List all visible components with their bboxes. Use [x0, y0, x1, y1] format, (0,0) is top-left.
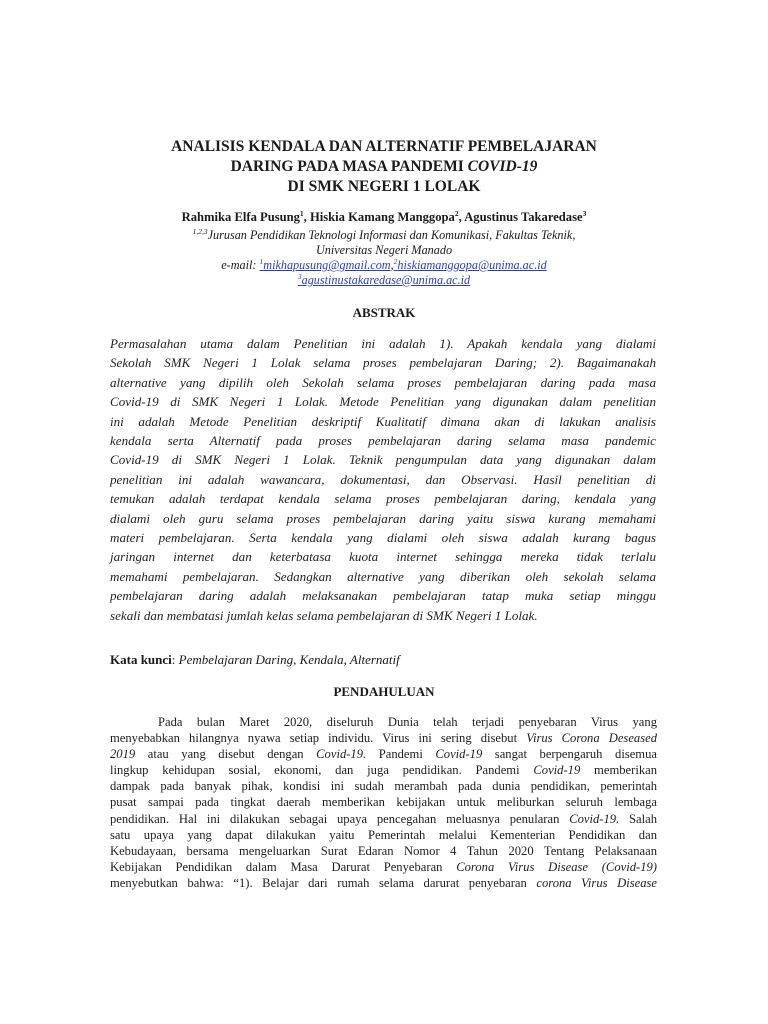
abstract-line: penelitian ini adalah wawancara, dokumentasi, dan Observasi. Hasil penelitian di: [110, 471, 656, 487]
affiliation-line-2: Universitas Negeri Manado: [315, 243, 453, 257]
abstract-line: memahami pembelajaran. Sedangkan alternative yang diberikan oleh sekolah selama: [110, 568, 656, 584]
email-link-2[interactable]: $^2$hiskiamanggopa@unima.ac.id: [393, 256, 547, 272]
email-line-1: e-mail: $^1$mikhapusung@gmail.com,$^2$hiskiamanggopa@unima.ac.id: [221, 256, 547, 272]
keywords-label: Kata kunci: [110, 652, 172, 667]
abstract-line: sekali dan membatasi jumlah kelas selama pembelajaran di SMK Negeri 1 Lolak.: [110, 607, 538, 623]
author-list: Rahmika Elfa Pusung$^1$, Hiskia Kamang Manggopa$^2$, Agustinus Takaredase$^3$: [181, 208, 587, 224]
body-line: Pada bulan Maret 2020, diseluruh Dunia telah terjadi penyebaran Virus yang: [158, 715, 657, 729]
body-line: Kebudayaan, bersama mengeluarkan Surat Edaran Nomor 4 Tahun 2020 Tentang Pelaksanaan: [110, 843, 657, 858]
introduction-heading: PENDAHULUAN: [333, 684, 435, 699]
affiliation: [60, 228, 708, 288]
body-line: dampak pada banyak pihak, kondisi ini sudah merambah pada dunia pendidikan, pemerintah: [110, 779, 657, 794]
body-line: pusat sampai pada tingkat daerah memberikan kebijakan untuk meliburkan seluruh lembaga: [110, 795, 657, 810]
abstract-line: Covid-19 di SMK Negeri 1 Lolak. Metode Penelitian yang digunakan dalam penelitian: [110, 394, 656, 410]
abstract-line: kendala serta Alternatif pada proses pembelajaran daring selama masa pandemic: [110, 433, 656, 449]
abstract-line: pembelajaran daring adalah melaksanakan pembelajaran tatap muka setiap minggu: [110, 588, 656, 604]
abstract-line: dialami oleh guru selama proses pembelajaran daring yaitu siswa kurang memahami: [110, 510, 656, 526]
abstract-body: [110, 334, 656, 625]
email-link-1[interactable]: $^1$mikhapusung@gmail.com: [259, 256, 391, 272]
body-line: Kebijakan Pendidikan dalam Masa Darurat Penyebaran Corona Virus Disease (Covid-19): [110, 859, 657, 874]
introduction-body: [110, 714, 657, 891]
title-line-3: DI SMK NEGERI 1 LOLAK: [287, 178, 481, 195]
email-link-3[interactable]: $^3$agustinustakaredase@unima.ac.id: [297, 271, 471, 287]
email-line-2: [60, 273, 708, 288]
keywords: Kata kunci: Pembelajaran Daring, Kendala, Alternatif: [110, 652, 400, 667]
abstract-line: materi pembelajaran. Serta kendala yang dialami oleh siswa adalah kurang bagus: [110, 530, 656, 546]
abstract-line: jaringan internet dan keterbatasa kuota internet sehingga mereka tidak terlalu: [110, 549, 656, 565]
body-line: 2019 atau yang disebut dengan Covid-19. Pandemi Covid-19 sangat berpengaruh disemua: [110, 747, 657, 762]
title-line-1: ANALISIS KENDALA DAN ALTERNATIF PEMBELAJARAN: [171, 138, 597, 155]
body-line: lingkup kehidupan sosial, ekonomi, dan juga pendidikan. Pandemi Covid-19 memberikan: [110, 763, 658, 778]
abstract-line: Sekolah SMK Negeri 1 Lolak selama proses pembelajaran Daring; 2). Bagaimanakah: [110, 355, 656, 371]
body-line: menyebabkan hilangnya nyawa setiap individu. Virus ini sering disebut Virus Corona Deseased: [110, 731, 657, 746]
abstract-heading: ABSTRAK: [352, 305, 416, 320]
title-line-2: DARING PADA MASA PANDEMI COVID-19: [230, 158, 538, 175]
body-line: pendidikan. Hal ini dilakukan sebagai upaya pencegahan meluasnya penularan Covid-19. Salah: [110, 811, 657, 826]
abstract-line: alternative yang dipilih oleh Sekolah selama proses pembelajaran daring pada masa: [110, 374, 656, 390]
author-3: Agustinus Takaredase: [464, 210, 583, 224]
keywords-terms: Pembelajaran Daring, Kendala, Alternatif: [178, 652, 400, 667]
author-1: Rahmika Elfa Pusung: [181, 210, 300, 224]
abstract-line: Covid-19 di SMK Negeri 1 Lolak. Teknik pengumpulan data yang digunakan dalam: [110, 452, 656, 468]
body-line: menyebutkan bahwa: “1). Belajar dari rumah selama darurat penyebaran corona Virus Disease: [110, 875, 657, 890]
abstract-line: temukan adalah terdapat kendala selama proses pembelajaran daring, kendala yang: [110, 491, 656, 507]
body-line: satu upaya yang dapat dilakukan yaitu Pemerintah melalui Kementerian Pendidikan dan: [110, 827, 657, 842]
paper-title: [60, 137, 708, 197]
affiliation-line-1: $^{1,2,3}$Jurusan Pendidikan Teknologi Informasi dan Komunikasi, Fakultas Teknik,: [192, 226, 576, 242]
abstract-line: Permasalahan utama dalam Penelitian ini adalah 1). Apakah kendala yang dialami: [110, 336, 656, 351]
abstract-line: ini adalah Metode Penelitian deskriptif Kualitatif dimana akan di lakukan analisis: [110, 413, 656, 429]
author-2: Hiskia Kamang Manggopa: [309, 210, 455, 224]
